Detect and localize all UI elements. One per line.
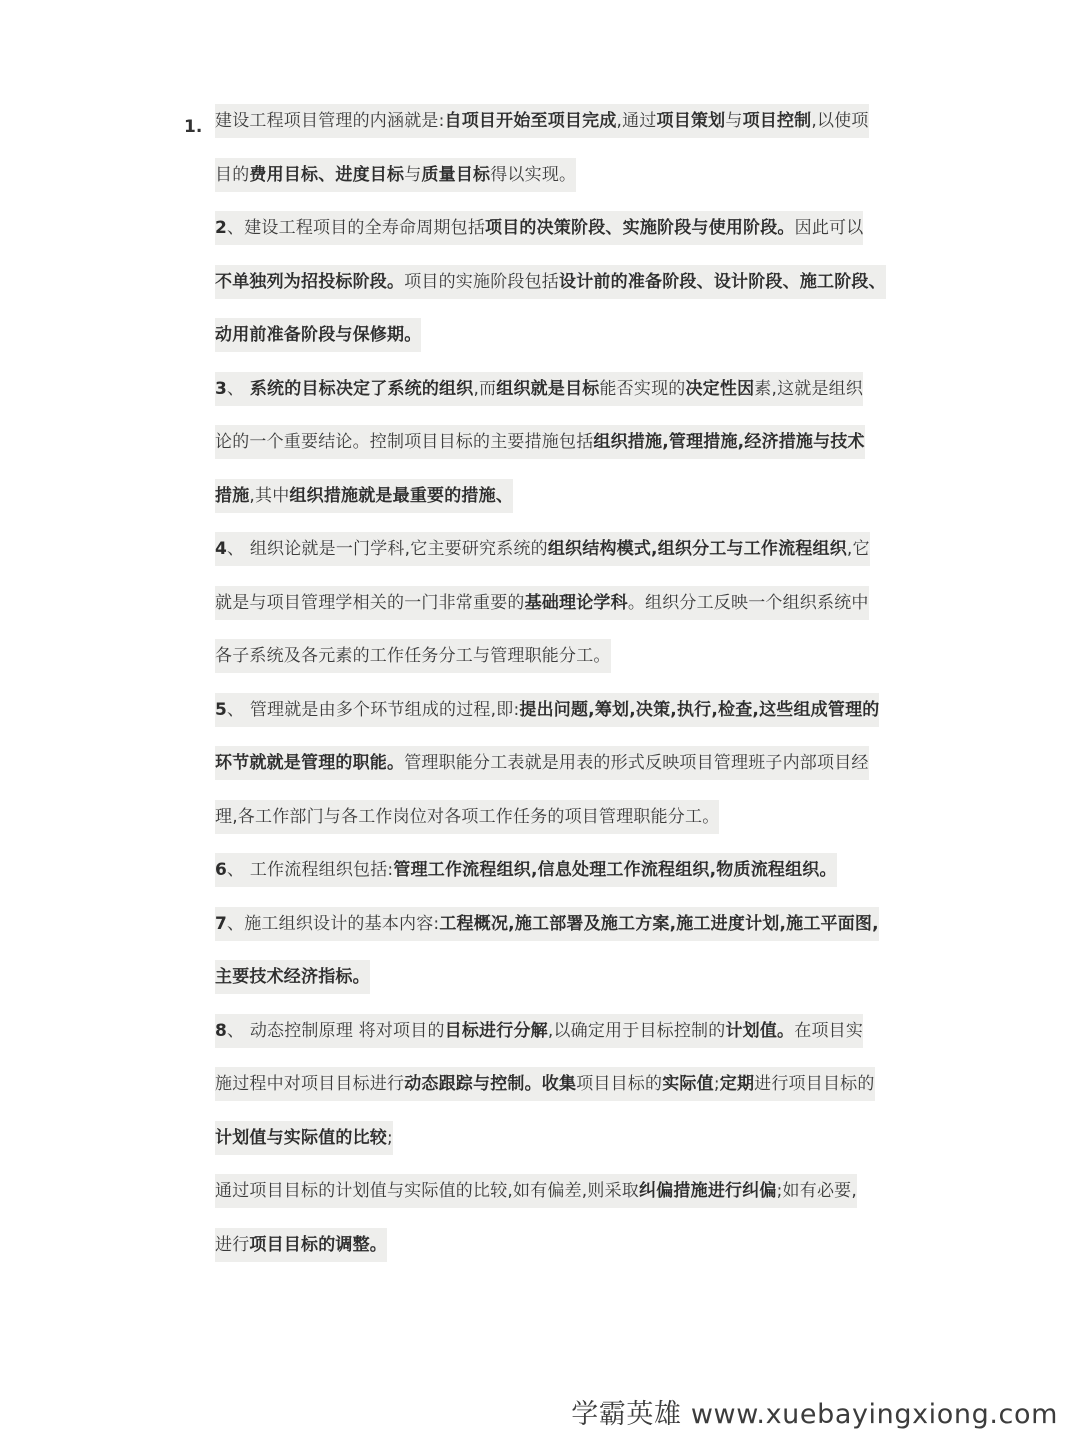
- text-run: 因此可以: [794, 218, 864, 238]
- text-line: [215, 746, 869, 780]
- text-run: 得以实现。: [490, 164, 577, 185]
- watermark-site-name: 学霸英雄: [571, 1399, 682, 1430]
- text-run: 施过程中对项目目标进行: [215, 1074, 405, 1094]
- text-run: 进行项目目标的: [754, 1074, 875, 1094]
- bold-phrase: 组织措施,管理措施,经济措施与技术: [593, 432, 865, 452]
- paragraph-7: [215, 907, 895, 995]
- text-run: 项目的实施阶段包括: [404, 271, 560, 292]
- text-line: [215, 104, 869, 138]
- paragraph-3: [215, 372, 895, 513]
- text-line: [215, 372, 863, 406]
- bold-phrase: 系统的目标决定了系统的组织: [249, 378, 474, 399]
- text-run: 目的: [215, 164, 250, 185]
- paragraph-2: [215, 211, 895, 352]
- bold-phrase: 7: [215, 913, 228, 934]
- text-line: [215, 532, 870, 566]
- text-run: 、 管理就是由多个环节组成的过程,即:: [227, 699, 520, 720]
- text-line: [215, 318, 421, 352]
- list-number-marker: 1.: [184, 117, 203, 137]
- text-run: 、建设工程项目的全寿命周期包括: [227, 218, 486, 238]
- bold-phrase: 项目策划: [656, 111, 726, 131]
- bold-phrase: 质量目标: [421, 164, 491, 185]
- text-line: [215, 211, 863, 245]
- bold-phrase: 环节就就是管理的职能。: [215, 753, 405, 773]
- bold-phrase: 5: [215, 699, 228, 720]
- text-line: [215, 425, 865, 459]
- text-line: [215, 1121, 393, 1155]
- text-run: 项目目标的: [576, 1074, 663, 1094]
- text-run: ,它: [846, 539, 870, 559]
- text-line: [215, 639, 611, 673]
- bold-phrase: 3: [215, 378, 228, 399]
- text-run: ;: [387, 1127, 393, 1148]
- text-line: [215, 1067, 875, 1101]
- paragraph-1: [215, 104, 895, 192]
- document-body: [215, 104, 895, 1281]
- text-run: 各子系统及各元素的工作任务分工与管理职能分工。: [215, 646, 611, 666]
- text-line: [215, 158, 576, 192]
- text-run: ,以确定用于目标控制的: [547, 1020, 726, 1041]
- text-run: 素,这就是组织: [754, 378, 864, 399]
- text-line: [215, 479, 513, 513]
- paragraph-8: [215, 1014, 895, 1155]
- text-run: 、 动态控制原理 将对项目的: [227, 1020, 445, 1041]
- text-run: ,通过: [616, 111, 657, 131]
- text-run: 。组织分工反映一个组织系统中: [627, 592, 869, 613]
- text-run: 能否实现的: [599, 378, 686, 399]
- bold-phrase: 设计前的准备阶段、设计阶段、施工阶段、: [559, 271, 886, 292]
- text-run: 、 工作流程组织包括:: [227, 860, 394, 880]
- paragraph-9: [215, 1174, 895, 1262]
- text-run: 进行: [215, 1234, 250, 1255]
- text-run: 、: [227, 378, 250, 399]
- bold-phrase: 8: [215, 1020, 228, 1041]
- bold-phrase: 工程概况,施工部署及施工方案,施工进度计划,施工平面图,: [439, 913, 879, 934]
- text-run: ,以使项: [811, 111, 869, 131]
- bold-phrase: 决定性因: [685, 378, 755, 399]
- bold-phrase: 项目控制: [742, 111, 812, 131]
- text-line: [215, 693, 879, 727]
- text-line: [215, 907, 879, 941]
- bold-phrase: 提出问题,筹划,决策,执行,检查,这些组成管理的: [519, 699, 880, 720]
- text-run: 管理职能分工表就是用表的形式反映项目管理班子内部项目经: [404, 753, 869, 773]
- bold-phrase: 计划值与实际值的比较: [215, 1127, 387, 1148]
- text-line: [215, 1228, 387, 1262]
- bold-phrase: 主要技术经济指标。: [215, 967, 370, 987]
- text-run: ;: [713, 1074, 720, 1094]
- bold-phrase: 基础理论学科: [524, 592, 628, 613]
- bold-phrase: 纠偏措施进行纠偏: [639, 1181, 777, 1201]
- text-line: [215, 800, 719, 834]
- text-run: 与: [404, 164, 422, 185]
- bold-phrase: 定期: [719, 1074, 755, 1094]
- text-line: [215, 586, 869, 620]
- watermark-footer: [571, 1392, 1058, 1431]
- bold-phrase: 管理工作流程组织,信息处理工作流程组织,物质流程组织。: [393, 860, 837, 880]
- bold-phrase: 计划值。: [725, 1020, 795, 1041]
- text-line: [215, 265, 886, 299]
- text-run: 通过项目目标的计划值与实际值的比较,如有偏差,则采取: [215, 1181, 640, 1201]
- bold-phrase: 组织措施就是最重要的措施、: [289, 485, 514, 506]
- text-run: 在项目实: [794, 1020, 864, 1041]
- text-run: 理,各工作部门与各工作岗位对各项工作任务的项目管理职能分工。: [215, 806, 720, 827]
- bold-phrase: 项目目标的调整。: [249, 1234, 388, 1255]
- paragraph-4: [215, 532, 895, 673]
- bold-phrase: 实际值: [662, 1074, 714, 1094]
- bold-phrase: 费用目标、进度目标: [249, 164, 405, 185]
- paragraph-6: [215, 853, 895, 887]
- bold-phrase: 2: [215, 218, 228, 238]
- text-line: [215, 960, 370, 994]
- bold-phrase: 动用前准备阶段与保修期。: [215, 325, 422, 345]
- bold-phrase: 目标进行分解: [444, 1020, 548, 1041]
- paragraph-5: [215, 693, 895, 834]
- bold-phrase: 组织就是目标: [496, 378, 600, 399]
- text-run: 与: [725, 111, 743, 131]
- text-run: 、 组织论就是一门学科,它主要研究系统的: [227, 539, 548, 559]
- text-run: 就是与项目管理学相关的一门非常重要的: [215, 592, 525, 613]
- text-line: [215, 853, 837, 887]
- bold-phrase: 不单独列为招投标阶段。: [215, 271, 405, 292]
- text-run: ,而: [473, 378, 497, 399]
- text-line: [215, 1014, 863, 1048]
- bold-phrase: 措施: [215, 485, 250, 506]
- watermark-url: www.xuebayingxiong.com: [690, 1399, 1058, 1430]
- text-run: 、施工组织设计的基本内容:: [227, 913, 440, 934]
- text-run: 论的一个重要结论。控制项目目标的主要措施包括: [215, 432, 594, 452]
- text-line: [215, 1174, 857, 1208]
- text-run: ;如有必要,: [776, 1181, 857, 1201]
- bold-phrase: 4: [215, 539, 228, 559]
- bold-phrase: 动态跟踪与控制。收集: [404, 1074, 577, 1094]
- bold-phrase: 组织结构模式,组织分工与工作流程组织: [547, 539, 847, 559]
- bold-phrase: 项目的决策阶段、实施阶段与使用阶段。: [485, 218, 795, 238]
- bold-phrase: 自项目开始至项目完成: [444, 111, 617, 131]
- text-run: 建设工程项目管理的内涵就是:: [215, 111, 445, 131]
- text-run: ,其中: [249, 485, 290, 506]
- bold-phrase: 6: [215, 860, 228, 880]
